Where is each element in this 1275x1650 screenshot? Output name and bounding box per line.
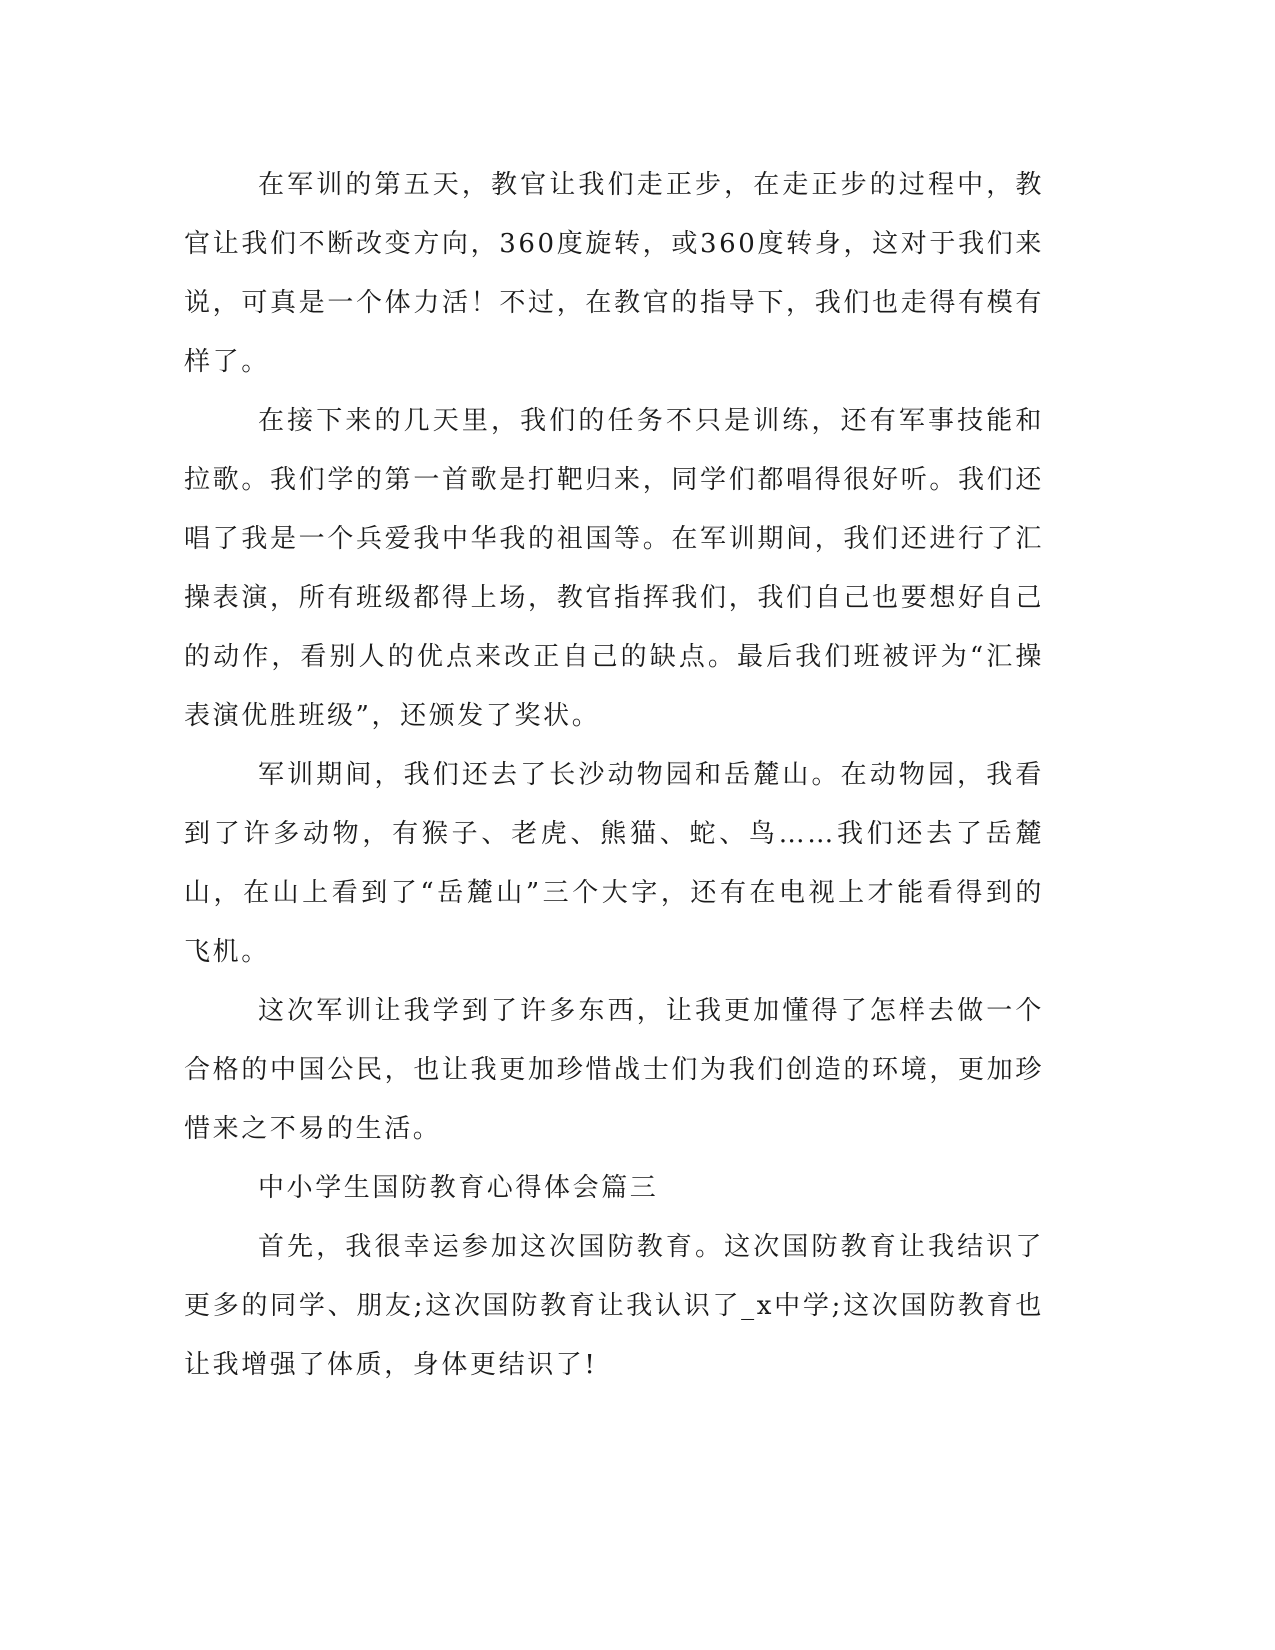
paragraph-military-training-day5: 在军训的第五天，教官让我们走正步，在走正步的过程中，教官让我们不断改变方向，360度旋转，或360度转身，这对于我们来说，可真是一个体力活！不过，在教官的指导下，我们也走得有模有样了。 — [184, 170, 1044, 377]
paragraph-songs-and-drill: 在接下来的几天里，我们的任务不只是训练，还有军事技能和拉歌。我们学的第一首歌是打靶归来，同学们都唱得很好听。我们还唱了我是一个兵爱我中华我的祖国等。在军训期间，我们还进行了汇操表演，所有班级都得上场，教官指挥我们，我们自己也要想好自己的动作，看别人的优点来改正自己的缺点。最后我们班被评为“汇操表演优胜班级”，还颁发了奖状。 — [184, 406, 1044, 731]
section-title: 中小学生国防教育心得体会篇三 — [258, 1173, 659, 1203]
document-body — [184, 156, 1044, 1395]
paragraph-lessons-learned: 这次军训让我学到了许多东西，让我更加懂得了怎样去做一个合格的中国公民，也让我更加珍惜战士们为我们创造的环境，更加珍惜来之不易的生活。 — [184, 996, 1044, 1144]
paragraph-national-defense: 首先，我很幸运参加这次国防教育。这次国防教育让我结识了更多的同学、朋友;这次国防教育让我认识了_x中学;这次国防教育也让我增强了体质，身体更结识了! — [184, 1232, 1044, 1380]
paragraph-zoo-and-yuelu: 军训期间，我们还去了长沙动物园和岳麓山。在动物园，我看到了许多动物，有猴子、老虎、熊猫、蛇、鸟……我们还去了岳麓山，在山上看到了“岳麓山”三个大字，还有在电视上才能看得到的飞机。 — [184, 760, 1044, 967]
